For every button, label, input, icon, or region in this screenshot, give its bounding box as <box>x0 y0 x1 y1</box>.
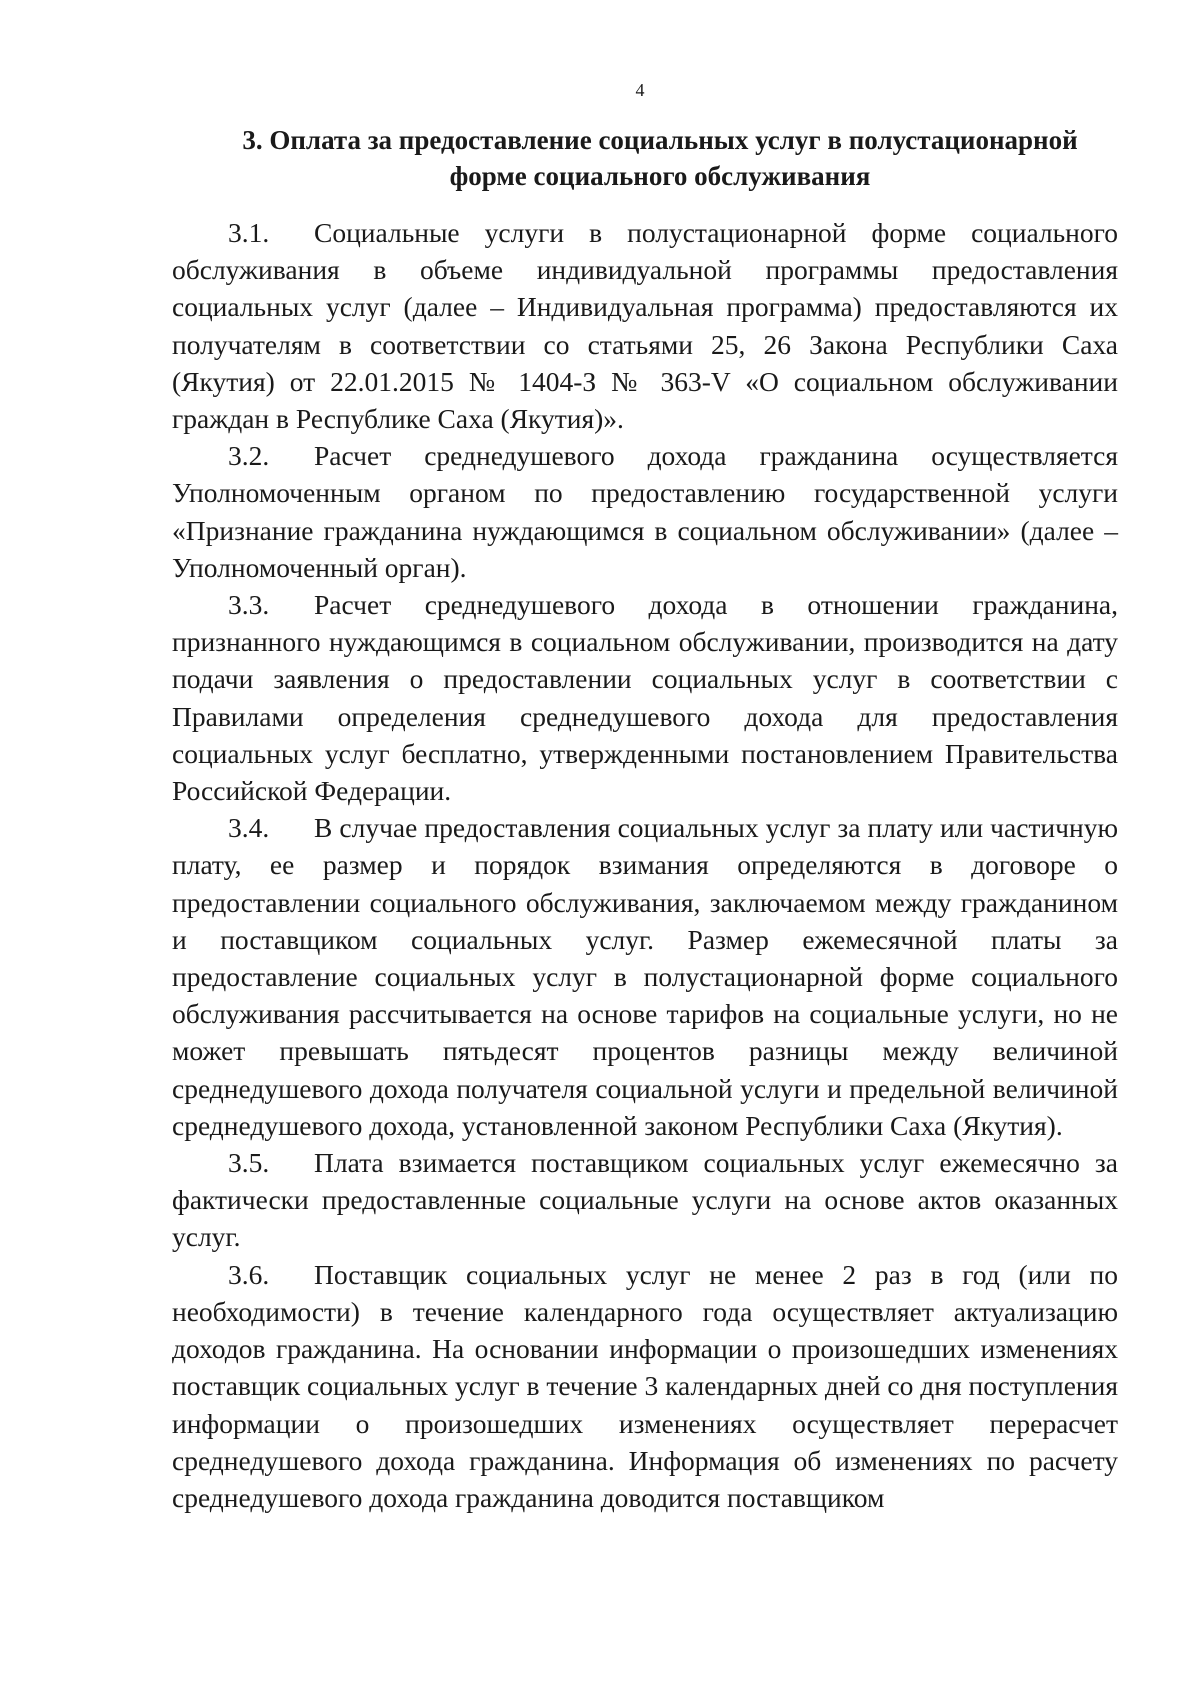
paragraph-text: Плата взимается поставщиком социальных услуг ежемесячно за фактически предоставленные социальные услуги на основе актов оказанных услуг. <box>172 1147 1118 1253</box>
paragraph-text: Социальные услуги в полустационарной форме социального обслуживания в объеме индивидуальной программы предоставления социальных услуг (далее – Индивидуальная программа) предоставляются их получателям в соответствии со статьями 25, 26 Закона Республики Саха (Якутия) от 22.01.2015 № 1404-З № 363-V «О социальном обслуживании граждан в Республике Саха (Якутия)». <box>172 217 1118 435</box>
paragraph-number: 3.6. <box>228 1258 270 1290</box>
paragraph-text: Расчет среднедушевого дохода гражданина осуществляется Уполномоченным органом по предоставлению государственной услуги «Признание гражданина нуждающимся в социальном обслуживании» (далее – Уполномоченный орган). <box>172 440 1118 583</box>
paragraph-3-1 <box>172 214 1118 437</box>
paragraph-3-2 <box>172 437 1118 586</box>
paragraph-3-4 <box>172 809 1118 1144</box>
paragraph-number: 3.5. <box>228 1147 270 1179</box>
paragraph-number: 3.4. <box>228 812 270 844</box>
document-body <box>172 214 1118 1516</box>
page-number: 4 <box>635 80 645 100</box>
paragraph-number: 3.3. <box>228 589 270 621</box>
paragraph-text: В случае предоставления социальных услуг за плату или частичную плату, ее размер и порядок взимания определяются в договоре о предоставлении социального обслуживания, заключаемом между гражданином и поставщиком социальных услуг. Размер ежемесячной платы за предоставление социальных услуг в полустационарной форме социального обслуживания рассчитывается на основе тарифов на социальные услуги, но не может превышать пятьдесят процентов разницы между величиной среднедушевого дохода получателя социальной услуги и предельной величиной среднедушевого дохода, установленной законом Республики Саха (Якутия). <box>172 812 1118 1141</box>
paragraph-text: Расчет среднедушевого дохода в отношении гражданина, признанного нуждающимся в социальном обслуживании, производится на дату подачи заявления о предоставлении социальных услуг в соответствии с Правилами определения среднедушевого дохода для предоставления социальных услуг бесплатно, утвержденными постановлением Правительства Российской Федерации. <box>172 589 1118 807</box>
paragraph-3-5 <box>172 1144 1118 1256</box>
paragraph-3-3 <box>172 586 1118 809</box>
paragraph-text: Поставщик социальных услуг не менее 2 раз в год (или по необходимости) в течение календарного года осуществляет актуализацию доходов гражданина. На основании информации о произошедших изменениях поставщик социальных услуг в течение 3 календарных дней со дня поступления информации о произошедших изменениях осуществляет перерасчет среднедушевого дохода гражданина. Информация об изменениях по расчету среднедушевого дохода гражданина доводится поставщиком <box>172 1258 1118 1513</box>
paragraph-3-6 <box>172 1256 1118 1516</box>
paragraph-number: 3.1. <box>228 217 270 248</box>
section-title: 3. Оплата за предоставление социальных услуг в полустационарной форме социального обслуживания <box>242 125 1078 191</box>
paragraph-number: 3.2. <box>228 440 270 472</box>
